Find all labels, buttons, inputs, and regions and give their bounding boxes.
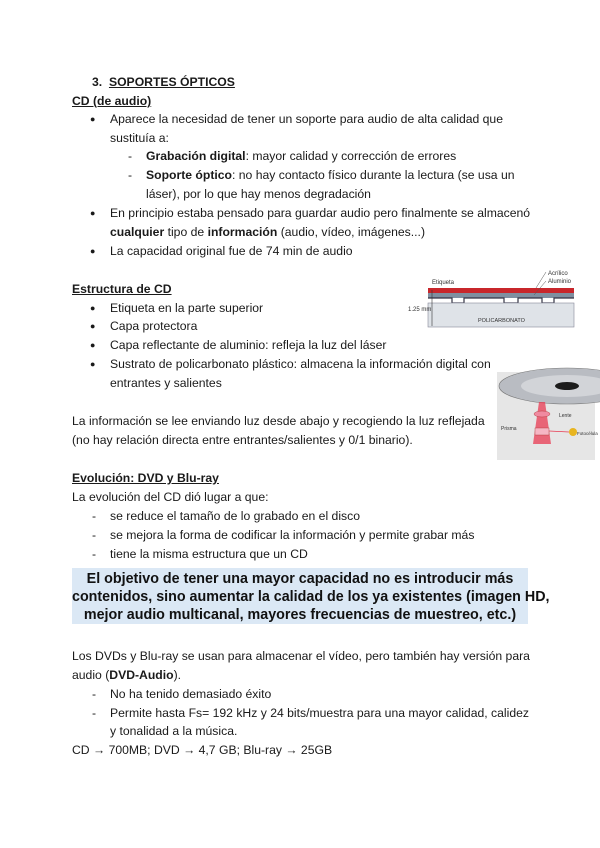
acrilico-label: Acrílico	[548, 271, 568, 277]
section-number: 3.	[92, 75, 103, 89]
evolucion-item-3: - tiene la misma estructura que un CD	[110, 545, 308, 563]
prism-shape	[535, 428, 549, 435]
cd-bullet-2-bold-2: información	[207, 225, 278, 239]
disc-hole	[555, 382, 579, 390]
cd-layer-diagram	[406, 270, 580, 336]
callout-line-3: mejor audio multicanal, mayores frecuencias de muestreo, etc.)	[83, 607, 517, 623]
evolucion-heading: Evolución: DVD y Blu-ray	[72, 471, 219, 485]
callout-line-2: contenidos, sino aumentar la calidad de los ya existentes (imagen HD,	[72, 589, 550, 605]
cd-bullet-2-cont	[110, 223, 425, 241]
estructura-item-1: ● Etiqueta en la parte superior	[110, 299, 263, 317]
evolucion-intro: La evolución del CD dió lugar a que:	[72, 490, 269, 504]
evolucion-item-2: - se mejora la forma de codificar la información y permite grabar más	[110, 526, 474, 544]
label-layer	[428, 288, 574, 293]
estructura-item-4-cont: entrantes y salientes	[110, 376, 222, 390]
lens-shape	[534, 411, 550, 417]
dvd-para-2	[72, 666, 181, 684]
cd-sub-2-cont: láser), por lo que hay menos degradación	[146, 187, 371, 201]
aluminium-layer	[428, 298, 574, 303]
thickness-label: 1.25 mm	[408, 307, 432, 313]
photocell-shape	[569, 428, 577, 436]
laser-reading-illustration	[497, 372, 598, 460]
cd-sub-1	[146, 147, 456, 165]
cd-bullet-2: ● En principio estaba pensado para guardar audio pero finalmente se almacenó	[110, 204, 530, 222]
estructura-heading: Estructura de CD	[72, 282, 172, 296]
fotocelula-label: Fotocélula	[577, 431, 598, 436]
section-title-text: SOPORTES ÓPTICOS	[108, 75, 235, 89]
policarbonato-label: POLICARBONATO	[478, 318, 525, 324]
dvd-item-1: - No ha tenido demasiado éxito	[110, 685, 271, 703]
cd-sub-1-text: : mayor calidad y corrección de errores	[245, 149, 457, 163]
acrylic-layer	[428, 293, 574, 298]
cd-sub-2	[146, 166, 515, 184]
cd-sub-2-text: : no hay contacto físico durante la lectura (se usa un	[232, 168, 515, 182]
cd-bullet-1-cont: sustituía a:	[110, 131, 169, 145]
dvd-para-2-post: ).	[173, 668, 182, 682]
lente-label: Lente	[559, 413, 572, 419]
cd-bullet-2-mid: tipo de	[164, 225, 208, 239]
prisma-label: Prisma	[501, 426, 517, 432]
estructura-para-2: (no hay relación directa entre entrantes/salientes y 0/1 binario).	[72, 433, 413, 447]
capacity-line: CD → 700MB; DVD → 4,7 GB; Blu-ray → 25GB	[72, 743, 333, 757]
dvd-para-1: Los DVDs y Blu-ray se usan para almacenar el vídeo, pero también hay versión para	[72, 649, 530, 663]
cd-bullet-3: ● La capacidad original fue de 74 min de audio	[110, 242, 353, 260]
aluminio-label: Aluminio	[548, 279, 572, 285]
evolucion-item-1: - se reduce el tamaño de lo grabado en el disco	[110, 507, 360, 525]
cd-bullet-2-rest: (audio, vídeo, imágenes...)	[277, 225, 425, 239]
cd-heading: CD (de audio)	[72, 94, 152, 108]
dvd-item-2: - Permite hasta Fs= 192 kHz y 24 bits/muestra para una mayor calidad, calidez	[110, 704, 529, 722]
highlight-callout	[72, 568, 550, 624]
estructura-item-2: ● Capa protectora	[110, 317, 197, 335]
dvd-item-2-cont: y tonalidad a la música.	[110, 724, 238, 738]
acrylic-pointer	[536, 272, 546, 288]
callout-line-1: El objetivo de tener una mayor capacidad no es introducir más	[86, 571, 514, 587]
dvd-audio-bold: DVD-Audio	[109, 668, 174, 682]
cd-sub-1-bold: Grabación digital	[146, 149, 246, 163]
estructura-item-4: ● Sustrato de policarbonato plástico: almacena la información digital con	[110, 355, 491, 373]
cd-bullet-2-bold-1: cualquier	[110, 225, 165, 239]
section-title	[92, 73, 235, 91]
etiqueta-label: Etiqueta	[432, 280, 455, 286]
cd-bullet-1: ● Aparece la necesidad de tener un soporte para audio de alta calidad que	[110, 110, 503, 128]
estructura-para-1: La información se lee enviando luz desde abajo y recogiendo la luz reflejada	[72, 414, 485, 428]
dvd-para-2-pre: audio (	[72, 668, 110, 682]
cd-sub-2-bold: Soporte óptico	[146, 168, 232, 182]
estructura-item-3: ● Capa reflectante de aluminio: refleja la luz del láser	[110, 336, 386, 354]
